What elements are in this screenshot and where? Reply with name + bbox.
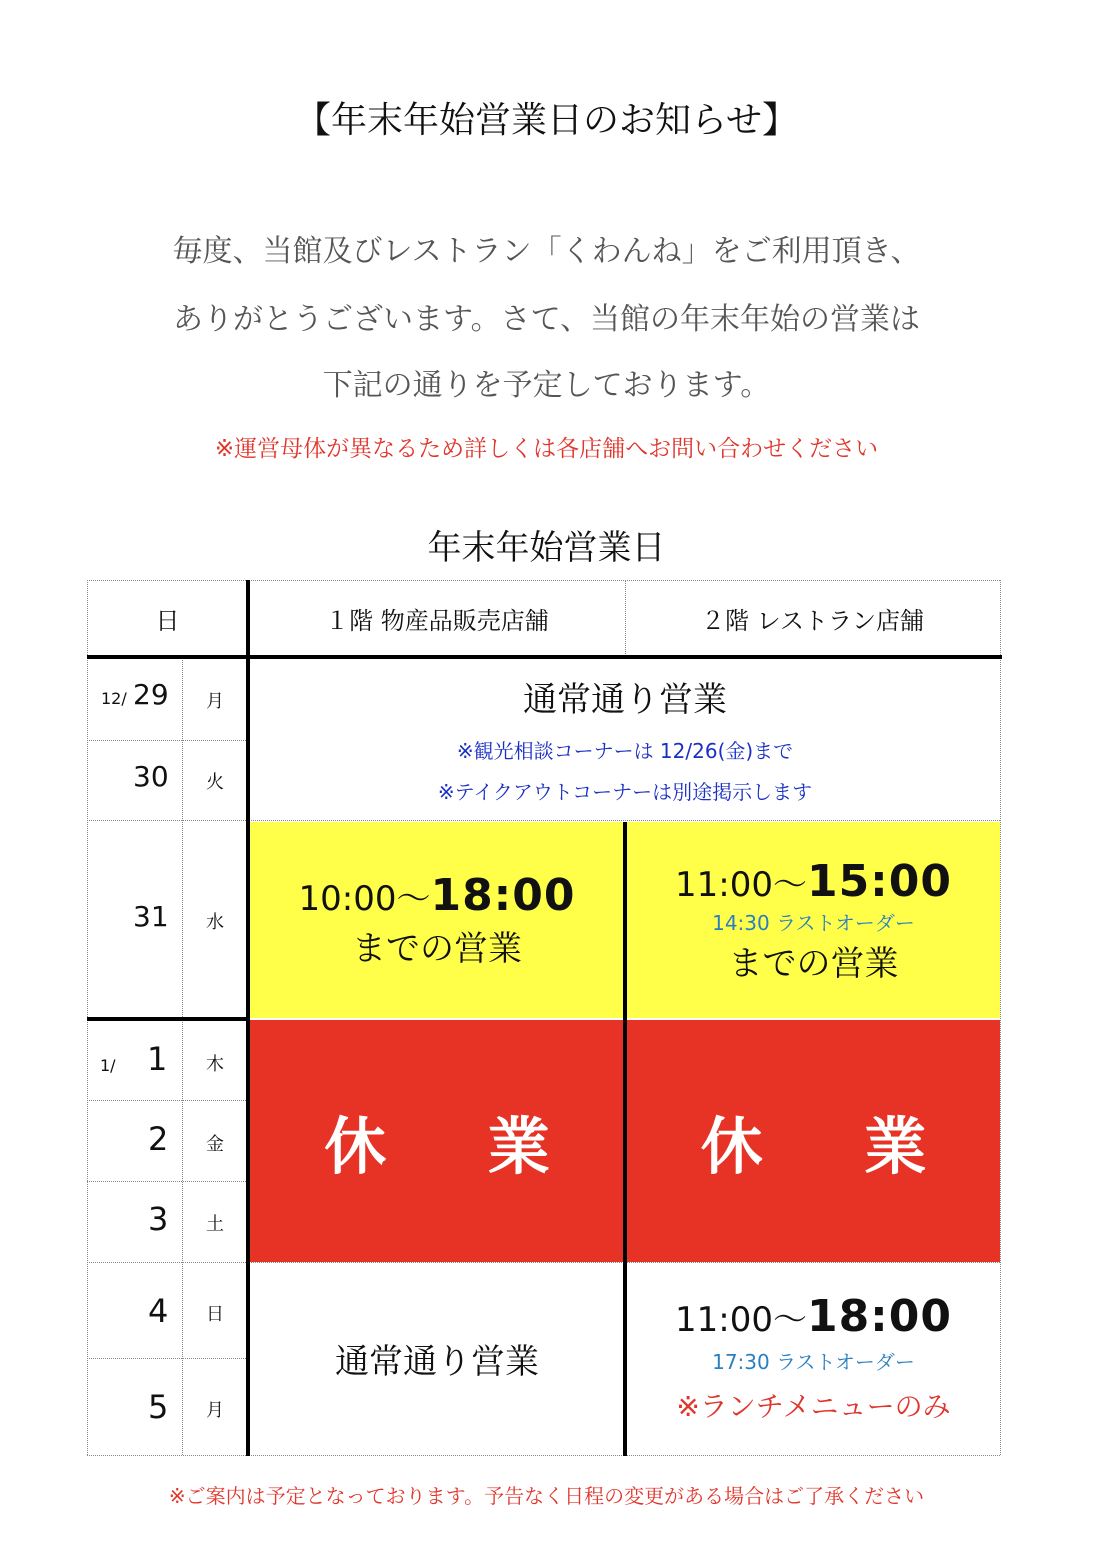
jan4-5-floor2-end: 18:00 xyxy=(806,1291,953,1342)
dec31-floor2-start: 11:00〜 xyxy=(674,864,807,905)
day-30: 30 xyxy=(133,760,169,793)
weekday-3: 土 xyxy=(206,1214,224,1235)
day-29: 29 xyxy=(133,678,169,711)
header-floor1: １階 物産品販売店舗 xyxy=(325,606,549,635)
weekday-29: 月 xyxy=(206,691,224,712)
grid-line xyxy=(87,1262,1000,1263)
footnote: ※ご案内は予定となっております。予告なく日程の変更がある場合はご了承ください xyxy=(168,1484,925,1508)
jan4-5-floor2-note: ※ランチメニューのみ xyxy=(676,1390,951,1423)
jan1-3-floor2-cell xyxy=(627,1020,1000,1262)
dec31-floor2-end: 15:00 xyxy=(806,855,953,907)
dec29-30-note-1: ※観光相談コーナーは 12/26(金)まで xyxy=(456,739,794,763)
header-day: 日 xyxy=(155,606,180,635)
table-title: 年末年始営業日 xyxy=(427,528,666,568)
dec29-30-status: 通常通り営業 xyxy=(523,680,727,720)
weekday-1: 木 xyxy=(206,1054,224,1075)
notice-title: 【年末年始営業日のお知らせ】 xyxy=(295,100,798,141)
dec31-floor1-cell xyxy=(250,822,624,1018)
closed-label-floor1: 休 業 xyxy=(324,1109,590,1183)
section-divider xyxy=(87,1017,250,1021)
weekday-5: 月 xyxy=(206,1400,224,1421)
warning-note: ※運営母体が異なるため詳しくは各店舗へお問い合わせください xyxy=(214,436,879,462)
dec31-floor1-start: 10:00〜 xyxy=(298,879,431,919)
month-prefix-dec: 12/ xyxy=(101,689,127,708)
grid-line xyxy=(87,820,1000,821)
intro-line-1: 毎度、当館及びレストラン「くわんね」をご利用頂き、 xyxy=(172,234,921,269)
floor-divider xyxy=(623,822,627,1262)
grid-line xyxy=(87,580,1000,581)
grid-line xyxy=(87,1181,248,1182)
jan4-5-floor1-cell xyxy=(250,1262,624,1454)
day-2: 2 xyxy=(148,1120,169,1158)
day-3: 3 xyxy=(148,1200,169,1238)
jan4-5-floor1-status: 通常通り営業 xyxy=(335,1341,539,1382)
grid-line xyxy=(1000,580,1001,1455)
grid-line xyxy=(182,658,183,1455)
intro-line-2: ありがとうございます。さて、当館の年末年始の営業は xyxy=(173,302,920,337)
month-prefix-jan: 1/ xyxy=(100,1056,116,1075)
jan4-5-floor2-cell xyxy=(627,1262,1000,1454)
grid-line xyxy=(87,1358,248,1359)
day-4: 4 xyxy=(148,1292,169,1330)
dec31-floor2-cell xyxy=(627,822,1000,1018)
floor-divider xyxy=(623,1262,627,1456)
day-31: 31 xyxy=(133,900,169,933)
day-1: 1 xyxy=(147,1040,168,1078)
dec29-30-note-2: ※テイクアウトコーナーは別途掲示します xyxy=(437,780,813,804)
jan4-5-floor2-lastorder: 17:30 ラストオーダー xyxy=(712,1350,915,1374)
weekday-4: 日 xyxy=(206,1304,224,1325)
dec29-30-cell xyxy=(250,658,1000,818)
weekday-31: 水 xyxy=(206,912,224,933)
dec31-floor2-lastorder: 14:30 ラストオーダー xyxy=(712,910,915,935)
grid-line xyxy=(87,1100,248,1101)
jan4-5-floor2-start: 11:00〜 xyxy=(674,1300,807,1340)
header-floor2: ２階 レストラン店舗 xyxy=(701,606,924,635)
dec31-floor1-end: 18:00 xyxy=(430,870,576,921)
header-divider xyxy=(87,655,1002,659)
weekday-2: 金 xyxy=(206,1134,224,1155)
weekday-30: 火 xyxy=(206,772,224,793)
grid-line xyxy=(87,740,248,741)
intro-line-3: 下記の通りを予定しております。 xyxy=(322,368,771,403)
dec31-floor2-suffix: までの営業 xyxy=(728,943,899,984)
grid-line xyxy=(87,1455,1000,1456)
jan1-3-floor1-cell xyxy=(250,1020,624,1262)
dec31-floor1-suffix: までの営業 xyxy=(352,929,522,969)
day-5: 5 xyxy=(148,1388,169,1426)
date-column-divider xyxy=(246,580,250,1456)
grid-line xyxy=(625,580,626,658)
closed-label-floor2: 休 業 xyxy=(700,1109,967,1183)
